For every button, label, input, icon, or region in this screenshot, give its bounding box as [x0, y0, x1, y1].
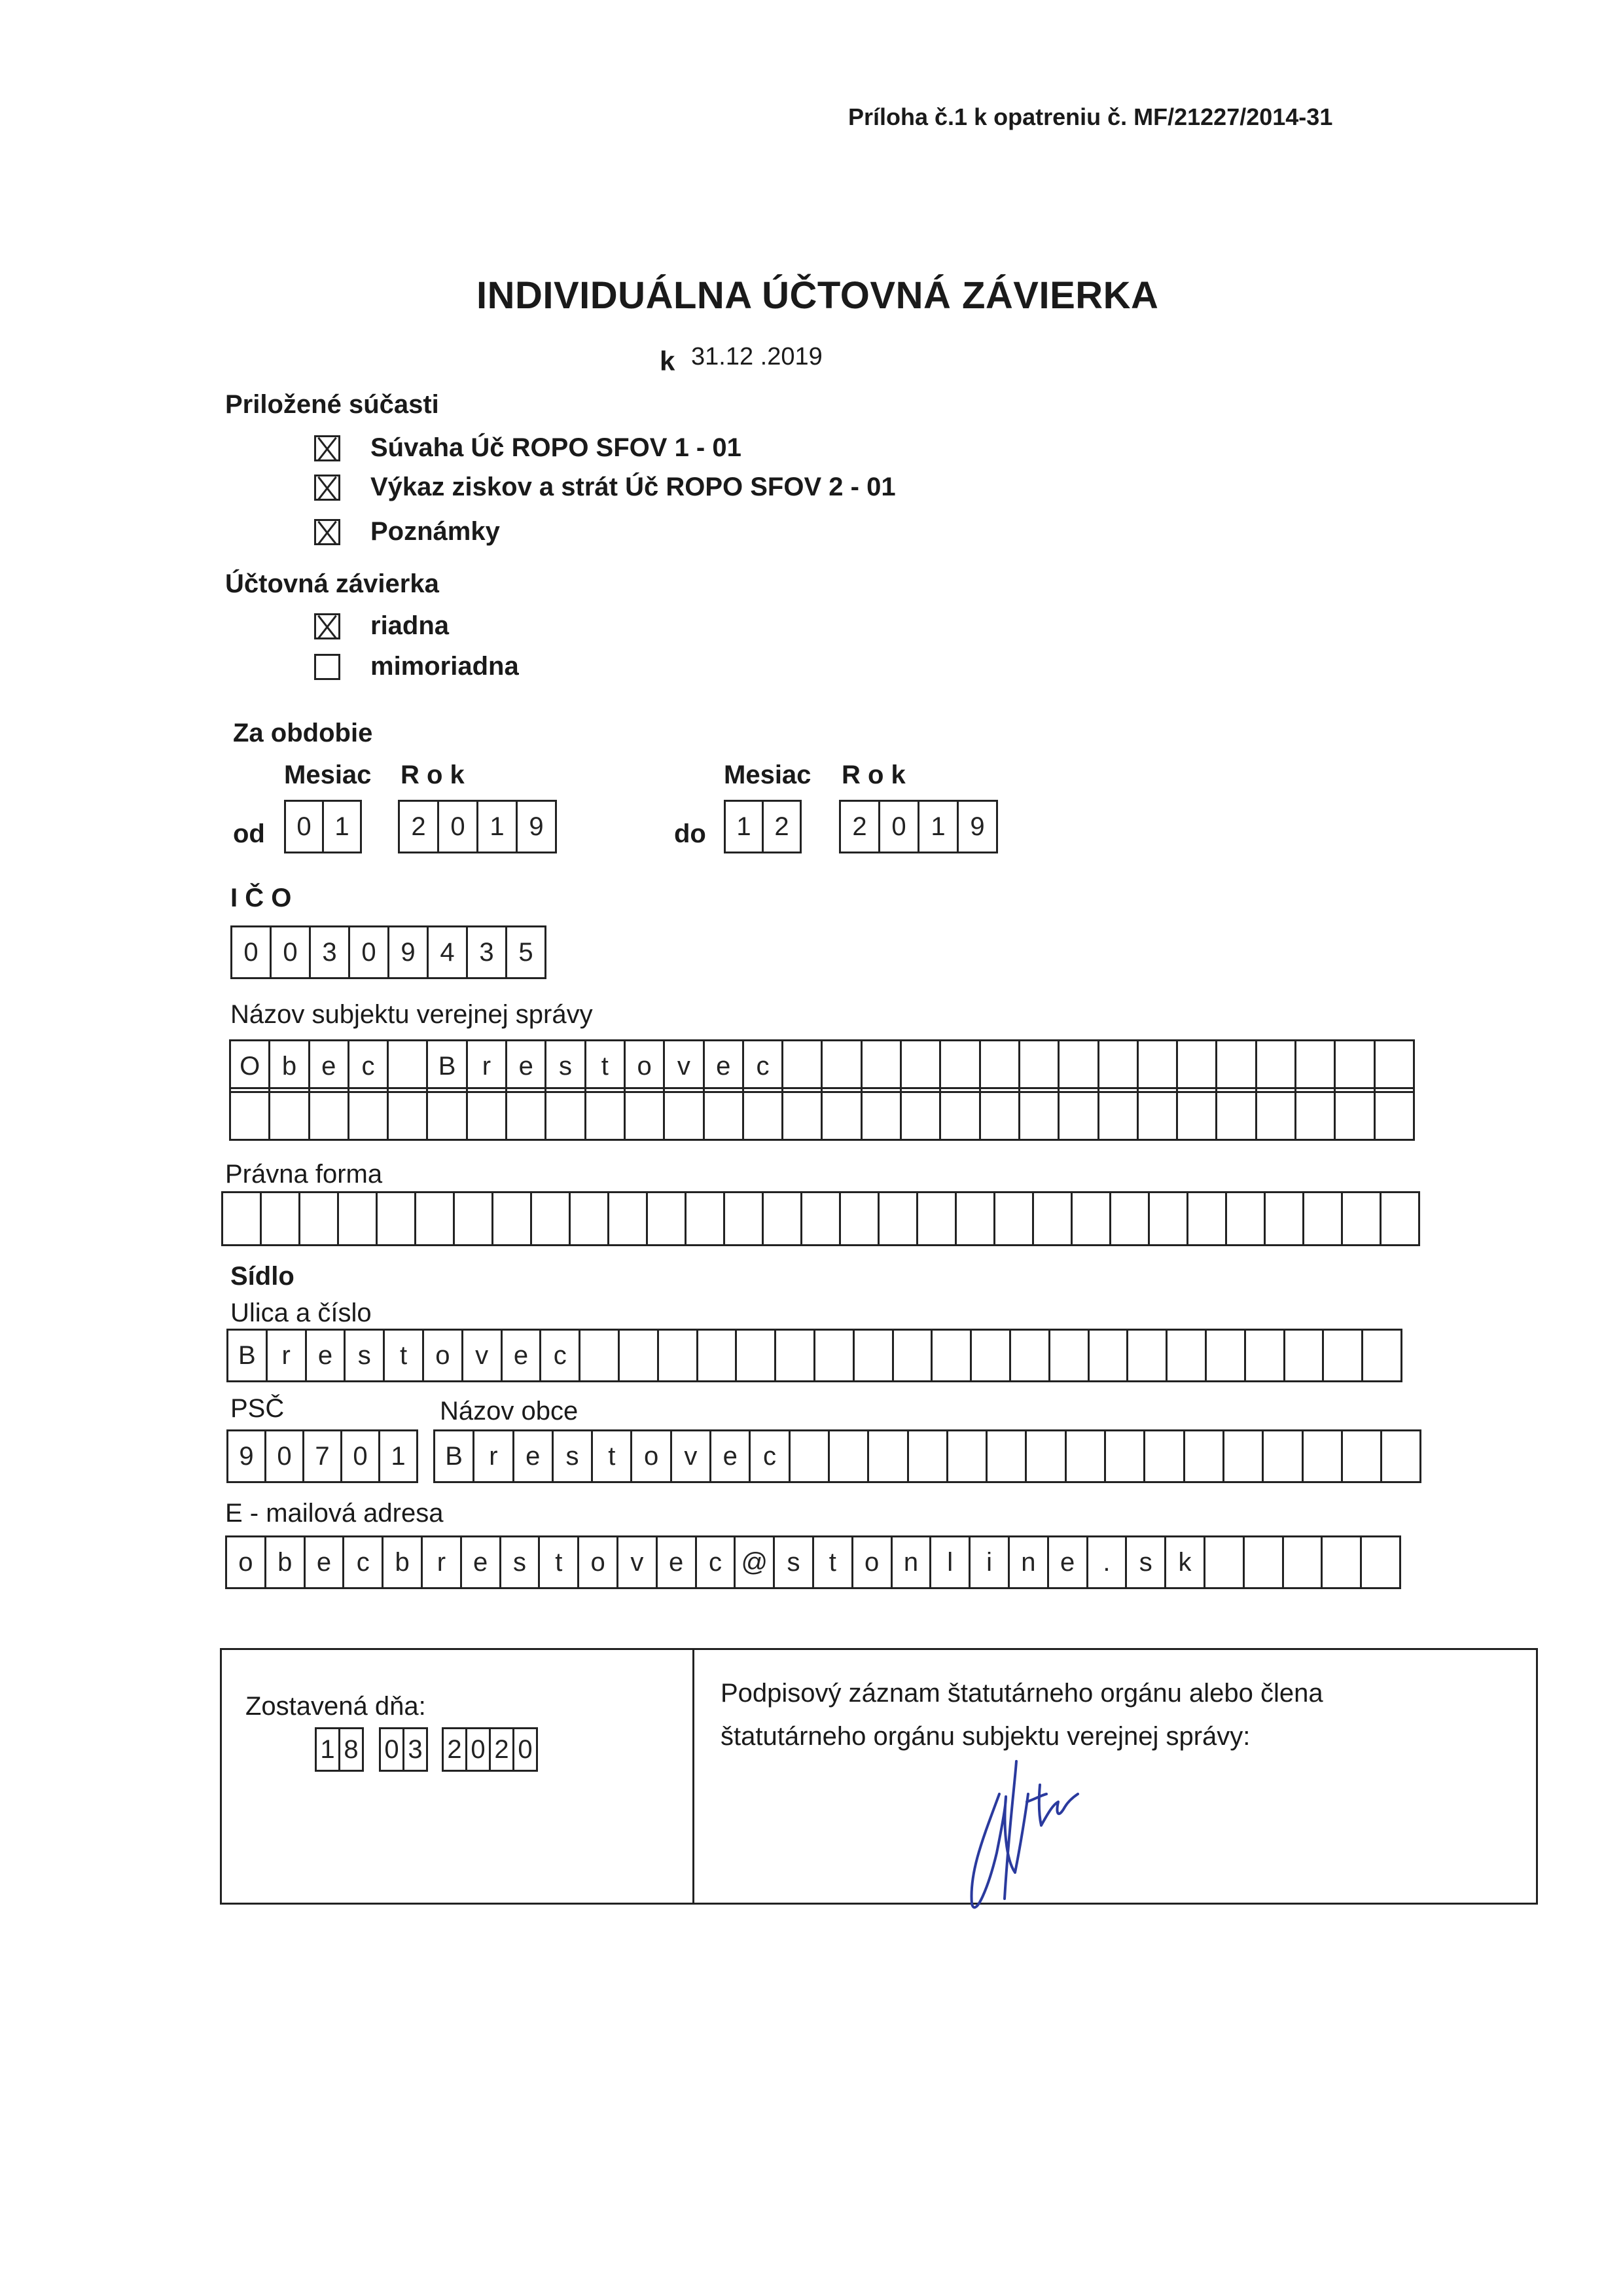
char-cell: 3	[311, 927, 350, 977]
char-cell	[1067, 1431, 1106, 1481]
char-cell	[580, 1331, 620, 1380]
char-cell	[1376, 1041, 1415, 1091]
signature-label-line2: štatutárneho orgánu subjektu verejnej správy:	[721, 1722, 1251, 1751]
char-cell	[776, 1331, 815, 1380]
char-cell	[855, 1331, 894, 1380]
char-cell: o	[579, 1537, 618, 1587]
char-cell	[1050, 1331, 1090, 1380]
char-cell	[1296, 1041, 1336, 1091]
char-cell: 3	[468, 927, 507, 977]
checkbox[interactable]	[314, 654, 340, 680]
char-cell	[1106, 1431, 1145, 1481]
char-cell	[972, 1331, 1011, 1380]
char-cell	[648, 1193, 687, 1244]
char-cell	[941, 1089, 980, 1139]
char-cell	[863, 1041, 902, 1091]
char-cell	[609, 1193, 648, 1244]
char-cell	[687, 1193, 725, 1244]
closing-date: 31.12 .2019	[691, 343, 823, 370]
char-cell: s	[554, 1431, 593, 1481]
char-cell	[1073, 1193, 1111, 1244]
char-cell: e	[310, 1041, 349, 1091]
char-cell	[262, 1193, 300, 1244]
char-cell	[1020, 1089, 1060, 1139]
char-cell: r	[468, 1041, 507, 1091]
char-cell	[1185, 1431, 1224, 1481]
char-cell	[1284, 1537, 1323, 1587]
char-cell: i	[971, 1537, 1010, 1587]
char-cell: t	[593, 1431, 632, 1481]
char-cell: B	[435, 1431, 474, 1481]
char-cell	[1217, 1089, 1257, 1139]
char-cell	[1139, 1041, 1178, 1091]
char-cell: e	[1049, 1537, 1088, 1587]
char-cell: e	[507, 1041, 546, 1091]
char-cell	[918, 1193, 957, 1244]
char-cell	[995, 1193, 1034, 1244]
char-cell: 0	[381, 1729, 404, 1770]
char-cell: 1	[726, 802, 764, 852]
char-cell	[933, 1331, 972, 1380]
char-cell	[1363, 1331, 1402, 1380]
char-cell: 9	[389, 927, 429, 977]
char-cell	[1020, 1041, 1060, 1091]
char-cell: c	[344, 1537, 383, 1587]
char-cell	[223, 1193, 262, 1244]
char-cell	[1011, 1331, 1050, 1380]
char-cell: @	[736, 1537, 775, 1587]
char-cell	[507, 1089, 546, 1139]
char-cell	[468, 1089, 507, 1139]
char-cell	[802, 1193, 841, 1244]
char-cell	[988, 1431, 1027, 1481]
compiled-date-panel	[222, 1650, 694, 1903]
char-cell: 9	[518, 802, 557, 852]
char-cell: b	[266, 1537, 306, 1587]
char-cell: e	[306, 1537, 345, 1587]
handwritten-signature	[943, 1742, 1100, 1925]
char-cell: 2	[491, 1729, 514, 1770]
ico-field[interactable]	[230, 925, 546, 979]
annex-reference: Príloha č.1 k opatreniu č. MF/21227/2014-31	[848, 103, 1333, 130]
char-cell: o	[227, 1537, 266, 1587]
char-cell	[1382, 1431, 1421, 1481]
signature-label-line1: Podpisový záznam štatutárneho orgánu alebo člena	[721, 1679, 1323, 1708]
char-cell	[310, 1089, 349, 1139]
char-cell	[1150, 1193, 1188, 1244]
email-field[interactable]	[225, 1535, 1401, 1589]
closing-type-riadna[interactable]	[314, 611, 449, 641]
char-cell	[1257, 1089, 1296, 1139]
char-cell	[270, 1089, 310, 1139]
char-cell	[339, 1193, 378, 1244]
char-cell: 1	[324, 802, 362, 852]
char-cell: r	[268, 1331, 307, 1380]
char-cell	[783, 1089, 823, 1139]
entity-name-row1[interactable]	[229, 1039, 1415, 1093]
char-cell	[1245, 1537, 1284, 1587]
signature-stroke	[971, 1761, 1078, 1907]
char-cell	[1296, 1089, 1336, 1139]
char-cell	[626, 1089, 665, 1139]
char-cell	[1145, 1431, 1185, 1481]
char-cell	[1178, 1041, 1217, 1091]
char-cell: 5	[507, 927, 546, 977]
char-cell: s	[1127, 1537, 1166, 1587]
char-cell	[1304, 1431, 1343, 1481]
char-cell: 0	[266, 1431, 304, 1481]
char-cell	[1027, 1431, 1066, 1481]
from-year-label: R o k	[401, 761, 465, 789]
char-cell: 7	[304, 1431, 342, 1481]
checkbox-label: riadna	[370, 611, 450, 640]
to-month-label: Mesiac	[724, 761, 812, 789]
char-cell	[764, 1193, 802, 1244]
char-cell: e	[705, 1041, 744, 1091]
char-cell	[1246, 1331, 1285, 1380]
char-cell: o	[853, 1537, 893, 1587]
char-cell	[869, 1431, 908, 1481]
char-cell: k	[1166, 1537, 1205, 1587]
char-cell	[532, 1193, 571, 1244]
char-cell: n	[893, 1537, 932, 1587]
char-cell	[894, 1331, 933, 1380]
char-cell: e	[503, 1331, 542, 1380]
char-cell	[791, 1431, 830, 1481]
char-cell: e	[307, 1331, 346, 1380]
char-cell	[1362, 1537, 1401, 1587]
char-cell	[909, 1431, 948, 1481]
compiled-month-field[interactable]	[379, 1727, 428, 1772]
street-label: Ulica a číslo	[230, 1299, 372, 1327]
char-cell: s	[546, 1041, 586, 1091]
char-cell	[586, 1089, 626, 1139]
char-cell	[698, 1331, 738, 1380]
char-cell	[1324, 1331, 1363, 1380]
char-cell: 9	[228, 1431, 266, 1481]
char-cell	[1266, 1193, 1304, 1244]
char-cell: v	[672, 1431, 711, 1481]
char-cell: t	[586, 1041, 626, 1091]
char-cell	[1128, 1331, 1168, 1380]
char-cell	[830, 1431, 869, 1481]
char-cell: 1	[317, 1729, 340, 1770]
char-cell	[841, 1193, 880, 1244]
char-cell: t	[814, 1537, 853, 1587]
char-cell	[620, 1331, 659, 1380]
char-cell: c	[744, 1041, 783, 1091]
char-cell	[1188, 1193, 1227, 1244]
char-cell: r	[474, 1431, 514, 1481]
char-cell	[546, 1089, 586, 1139]
char-cell	[1343, 1193, 1382, 1244]
closing-type-label: Účtovná závierka	[225, 569, 439, 598]
char-cell	[455, 1193, 493, 1244]
char-cell	[1264, 1431, 1303, 1481]
closing-type-mimoriadna[interactable]	[314, 652, 519, 681]
compiled-year-field[interactable]	[442, 1727, 538, 1772]
char-cell	[571, 1193, 609, 1244]
char-cell	[300, 1193, 339, 1244]
char-cell	[981, 1041, 1020, 1091]
char-cell	[1060, 1089, 1099, 1139]
char-cell: t	[385, 1331, 424, 1380]
char-cell: o	[626, 1041, 665, 1091]
char-cell	[1257, 1041, 1296, 1091]
char-cell	[880, 1193, 918, 1244]
char-cell	[957, 1193, 995, 1244]
legal-form-label: Právna forma	[225, 1160, 383, 1189]
char-cell	[1285, 1331, 1325, 1380]
checkbox-label: Súvaha Úč ROPO SFOV 1 - 01	[370, 433, 741, 462]
psc-label: PSČ	[230, 1394, 285, 1423]
char-cell: n	[1010, 1537, 1049, 1587]
char-cell	[1227, 1193, 1266, 1244]
checkbox[interactable]	[314, 613, 340, 639]
char-cell: 0	[272, 927, 311, 977]
char-cell: o	[424, 1331, 463, 1380]
char-cell	[1090, 1331, 1129, 1380]
char-cell	[659, 1331, 698, 1380]
from-label: od	[233, 819, 265, 848]
char-cell	[665, 1089, 704, 1139]
char-cell: 2	[444, 1729, 467, 1770]
street-field[interactable]	[226, 1329, 1402, 1382]
period-label: Za obdobie	[233, 719, 373, 747]
char-cell	[1099, 1041, 1139, 1091]
char-cell	[231, 1089, 270, 1139]
char-cell: c	[349, 1041, 389, 1091]
char-cell	[981, 1089, 1020, 1139]
char-cell	[349, 1089, 389, 1139]
ico-label: I Č O	[230, 884, 292, 912]
checkbox[interactable]	[314, 475, 340, 501]
char-cell: r	[423, 1537, 462, 1587]
char-cell	[428, 1089, 467, 1139]
char-cell: s	[501, 1537, 541, 1587]
char-cell: o	[632, 1431, 671, 1481]
char-cell: c	[541, 1331, 580, 1380]
compiled-day-field[interactable]	[315, 1727, 364, 1772]
char-cell	[1382, 1193, 1420, 1244]
char-cell	[1217, 1041, 1257, 1091]
to-year-label: R o k	[842, 761, 906, 789]
char-cell	[1304, 1193, 1343, 1244]
checkbox-label: mimoriadna	[370, 652, 519, 681]
char-cell: 0	[342, 1431, 380, 1481]
char-cell: 0	[286, 802, 324, 852]
checkbox-label: Výkaz ziskov a strát Úč ROPO SFOV 2 - 01	[370, 473, 896, 501]
psc-field[interactable]	[226, 1429, 418, 1483]
signature-panel	[694, 1650, 1536, 1903]
char-cell	[1207, 1331, 1246, 1380]
char-cell	[863, 1089, 902, 1139]
char-cell: 0	[514, 1729, 538, 1770]
char-cell	[1376, 1089, 1415, 1139]
char-cell: e	[658, 1537, 697, 1587]
char-cell	[493, 1193, 532, 1244]
entity-name-row2[interactable]	[229, 1087, 1415, 1141]
char-cell: b	[383, 1537, 423, 1587]
char-cell	[416, 1193, 455, 1244]
char-cell	[815, 1331, 855, 1380]
char-cell	[1336, 1089, 1375, 1139]
char-cell: 0	[467, 1729, 491, 1770]
char-cell	[902, 1041, 941, 1091]
char-cell: l	[931, 1537, 971, 1587]
char-cell: 0	[880, 802, 919, 852]
char-cell	[823, 1089, 862, 1139]
char-cell: 3	[404, 1729, 428, 1770]
char-cell: .	[1088, 1537, 1128, 1587]
char-cell: 2	[764, 802, 802, 852]
char-cell	[705, 1089, 744, 1139]
char-cell	[1034, 1193, 1073, 1244]
char-cell: B	[228, 1331, 268, 1380]
char-cell: v	[618, 1537, 658, 1587]
char-cell	[1323, 1537, 1362, 1587]
town-label: Názov obce	[440, 1397, 579, 1426]
char-cell	[744, 1089, 783, 1139]
legal-form-field[interactable]	[221, 1191, 1420, 1246]
char-cell	[902, 1089, 941, 1139]
to-label: do	[674, 819, 706, 848]
char-cell	[737, 1331, 776, 1380]
to-year-field[interactable]	[839, 800, 998, 853]
char-cell	[389, 1041, 428, 1091]
char-cell: 4	[429, 927, 468, 977]
char-cell: B	[428, 1041, 467, 1091]
email-label: E - mailová adresa	[225, 1499, 444, 1528]
compiled-label: Zostavená dňa:	[245, 1692, 426, 1721]
char-cell	[725, 1193, 764, 1244]
char-cell	[378, 1193, 416, 1244]
char-cell: b	[270, 1041, 310, 1091]
char-cell: t	[540, 1537, 579, 1587]
to-month-field[interactable]	[724, 800, 802, 853]
attachment-suvaha[interactable]	[314, 433, 741, 463]
signature-section	[220, 1648, 1538, 1905]
entity-name-label: Názov subjektu verejnej správy	[230, 1000, 593, 1029]
char-cell: c	[751, 1431, 790, 1481]
attachment-vykaz[interactable]	[314, 473, 896, 502]
char-cell	[389, 1089, 428, 1139]
char-cell	[1178, 1089, 1217, 1139]
char-cell: c	[697, 1537, 736, 1587]
char-cell	[1111, 1193, 1150, 1244]
char-cell: v	[665, 1041, 704, 1091]
char-cell: 1	[380, 1431, 418, 1481]
attachment-poznamky[interactable]	[314, 517, 500, 547]
char-cell: 2	[841, 802, 880, 852]
char-cell	[1139, 1089, 1178, 1139]
char-cell: O	[231, 1041, 270, 1091]
char-cell	[1336, 1041, 1375, 1091]
char-cell	[1099, 1089, 1139, 1139]
char-cell	[823, 1041, 862, 1091]
checkbox-label: Poznámky	[370, 517, 500, 546]
from-month-label: Mesiac	[284, 761, 372, 789]
from-month-field[interactable]	[284, 800, 362, 853]
checkbox[interactable]	[314, 435, 340, 461]
char-cell: 8	[340, 1729, 364, 1770]
page-title: INDIVIDUÁLNA ÚČTOVNÁ ZÁVIERKA	[476, 274, 1159, 317]
date-prefix: k	[660, 346, 675, 376]
char-cell	[1343, 1431, 1382, 1481]
char-cell: s	[775, 1537, 814, 1587]
char-cell: 2	[400, 802, 439, 852]
char-cell	[1168, 1331, 1207, 1380]
char-cell: 0	[350, 927, 389, 977]
char-cell: 9	[959, 802, 998, 852]
char-cell: 1	[919, 802, 959, 852]
char-cell: v	[463, 1331, 503, 1380]
char-cell: s	[346, 1331, 385, 1380]
from-year-field[interactable]	[398, 800, 557, 853]
char-cell	[1060, 1041, 1099, 1091]
char-cell: 0	[439, 802, 478, 852]
seat-label: Sídlo	[230, 1262, 294, 1291]
char-cell: 0	[232, 927, 272, 977]
char-cell: e	[462, 1537, 501, 1587]
checkbox[interactable]	[314, 519, 340, 545]
char-cell: 1	[478, 802, 518, 852]
char-cell: e	[514, 1431, 554, 1481]
char-cell	[783, 1041, 823, 1091]
char-cell	[948, 1431, 988, 1481]
char-cell	[1205, 1537, 1245, 1587]
char-cell	[1224, 1431, 1264, 1481]
char-cell: e	[711, 1431, 751, 1481]
attachments-label: Priložené súčasti	[225, 390, 439, 419]
town-field[interactable]	[433, 1429, 1421, 1483]
char-cell	[941, 1041, 980, 1091]
